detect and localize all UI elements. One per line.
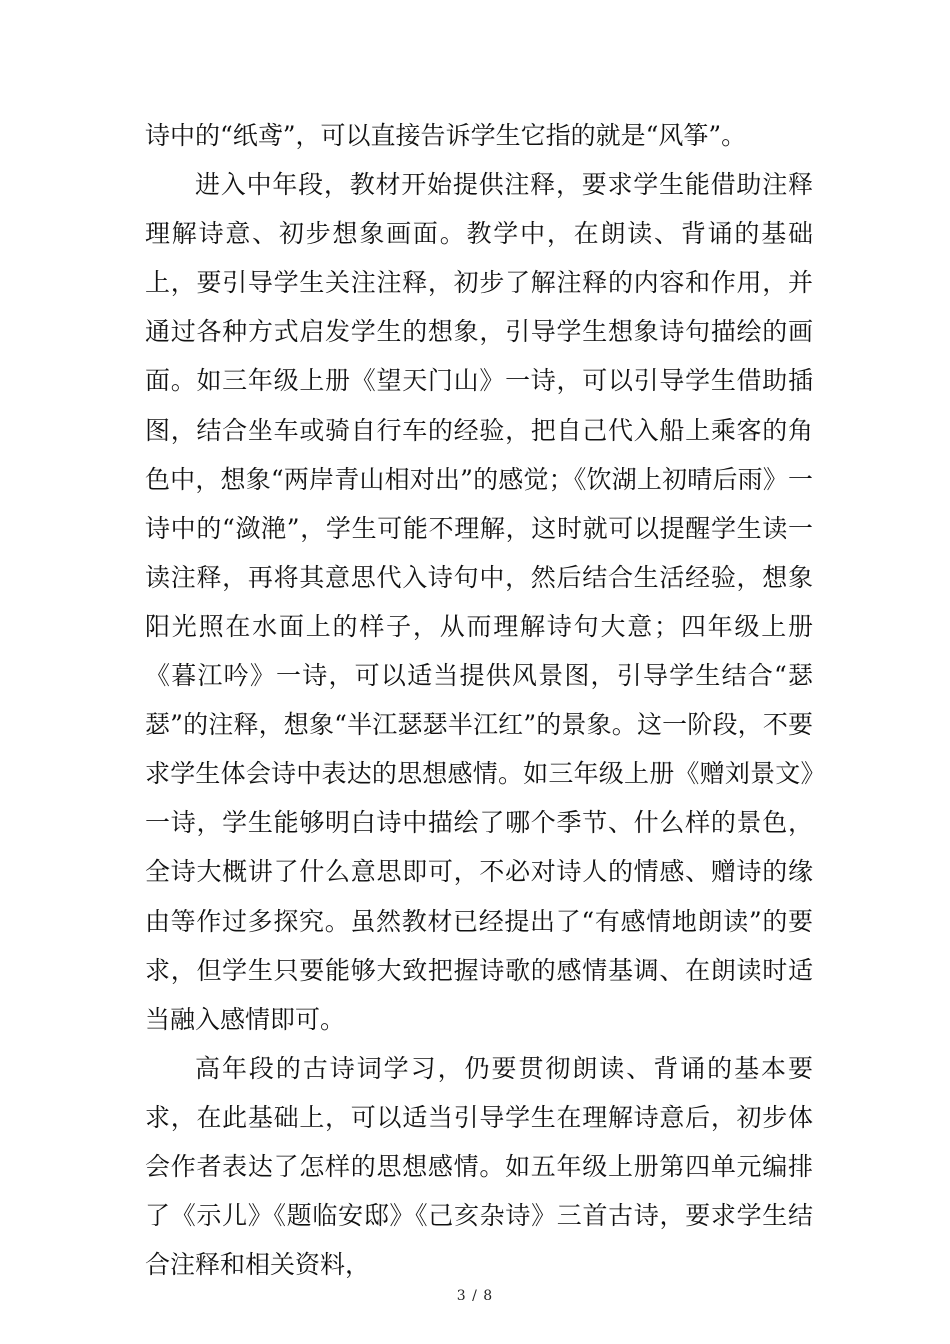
body-text bbox=[145, 111, 813, 1289]
paragraph-3: 高年段的古诗词学习，仍要贯彻朗读、背诵的基本要求，在此基础上，可以适当引导学生在理解诗意后，初步体会作者表达了怎样的思想感情。如五年级上册第四单元编排了《示儿》《题临安邸》《己亥杂诗》三首古诗，要求学生结合注释和相关资料， bbox=[145, 1053, 813, 1280]
paragraph-2: 进入中年段，教材开始提供注释，要求学生能借助注释理解诗意、初步想象画面。教学中，在朗读、背诵的基础上，要引导学生关注注释，初步了解注释的内容和作用，并通过各种方式启发学生的想象，引导学生想象诗句描绘的画面。如三年级上册《望天门山》一诗，可以引导学生借助插图，结合坐车或骑自行车的经验，把自己代入船上乘客的角色中，想象“两岸青山相对出”的感觉；《饮湖上初晴后雨》一诗中的“潋滟”，学生可能不理解，这时就可以提醒学生读一读注释，再将其意思代入诗句中，然后结合生活经验，想象阳光照在水面上的样子，从而理解诗句大意；四年级上册《暮江吟》一诗，可以适当提供风景图，引导学生结合“瑟瑟”的注释，想象“半江瑟瑟半江红”的景象。这一阶段，不要求学生体会诗中表达的思想感情。如三年级上册《赠刘景文》一诗，学生能够明白诗中描绘了哪个季节、什么样的景色，全诗大概讲了什么意思即可，不必对诗人的情感、赠诗的缘由等作过多探究。虽然教材已经提出了“有感情地朗读”的要求，但学生只要能够大致把握诗歌的感情基调、在朗读时适当融入感情即可。 bbox=[145, 170, 813, 1034]
paragraph-1: 诗中的“纸鸢”，可以直接告诉学生它指的就是“风筝”。 bbox=[145, 121, 747, 150]
page-number: 3 / 8 bbox=[456, 1288, 494, 1304]
